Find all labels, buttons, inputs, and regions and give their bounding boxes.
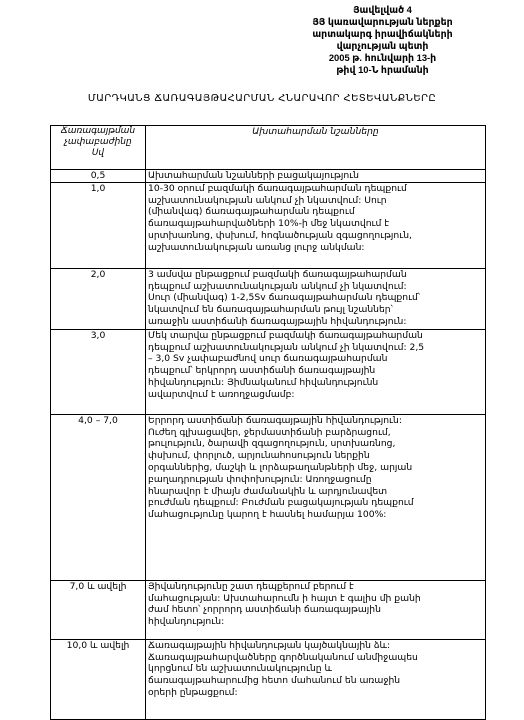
effects-line: փսխում, փորլուծ, արյունահոսություն ներքին: [148, 450, 370, 462]
effects-line: – 3,0 Sv չափաբաժնով սուր ճառագայթահարման: [148, 353, 388, 365]
effects-line: առաջին աստիճանի ճառագայթային հիվանդություն:: [148, 315, 407, 327]
effects-line: օրգաններից, մաշկի և լորձաթաղանթների մեջ, արյան: [148, 461, 413, 473]
effects-line: հիվանդություն: Յիմնականում հիվանդությունն: [148, 376, 379, 388]
effects-cell: [146, 182, 486, 268]
effects-line: մահացության: Ախտահարումն ի հայտ է գալիս մի քանի: [148, 592, 421, 604]
effects-line: օրերի ընթացքում:: [148, 686, 238, 698]
table-row: [51, 414, 486, 580]
effects-line: Յիվանդությունը շատ դեպքերում բերում է: [148, 580, 354, 592]
effects-line: Մեկ տարվա ընթացքում բազմակի ճառագայթահարման: [148, 329, 423, 341]
effects-line: դեպքում աշխատունակության անկում չի նկատվում: 2,5: [148, 341, 425, 353]
effects-cell: [146, 580, 486, 639]
effects-cell: [146, 329, 486, 414]
effects-column-header: Ախտահարման նշանները: [146, 126, 486, 170]
effects-line: Սուր (միանվագ) 1-2,5Sv ճառագայթահարման դեպքում՝: [148, 292, 421, 304]
effects-line: ճառագայթահարվածների 10%-ի մեջ նկատվում է: [148, 218, 389, 230]
dose-cell: 7,0 և ավելի: [51, 580, 146, 639]
dose-cell: 2,0: [51, 268, 146, 329]
effects-line: ճառագայթահարումից հետո մահանում են առաջին: [148, 675, 401, 687]
effects-line: (միանվագ) ճառագայթահարման դեպքում: [148, 206, 355, 218]
effects-line: թուլություն, ծարավի զգացողություն, սրտխառնոց,: [148, 438, 396, 450]
dose-header-line: չափաբաժինը: [64, 137, 132, 147]
table-row: [51, 268, 486, 329]
header-line: վարչության պետի: [336, 40, 429, 52]
dose-header-line: Սվ: [91, 148, 105, 158]
effects-line: դեպքում՝ երկրորդ աստիճանի ճառագայթային: [148, 365, 376, 377]
table-row: [51, 182, 486, 268]
table-row: [51, 639, 486, 719]
effects-line: 3 ամսվա ընթացքում բազմակի ճառագայթահարման: [148, 268, 407, 280]
effects-cell: [146, 639, 486, 719]
dose-cell: 10,0 և ավելի: [51, 639, 146, 719]
header-line: 2005 թ. հունվարի 13-ի: [328, 52, 437, 64]
effects-line: աշխատունակության առանց լուրջ անկման:: [148, 241, 365, 253]
table-row: [51, 329, 486, 414]
radiation-effects-table: [50, 125, 486, 720]
effects-line: Ճառագայթային հիվանդության կայծակնային ձև:: [148, 639, 391, 651]
table-row: [51, 170, 486, 183]
effects-line: Ուժեղ գլխացավեր, ջերմաստիճանի բարձրացում,: [148, 426, 391, 438]
effects-line: հնարավոր է միայն ժամանակին և արդյունավետ: [148, 485, 388, 497]
header-line: ՅՅ կառավարության ներքեր: [312, 16, 453, 28]
decree-header: [255, 4, 510, 77]
dose-header-line: Ճառագայթման: [60, 126, 136, 136]
effects-line: հիվանդություն:: [148, 616, 225, 628]
dose-cell: 4,0 – 7,0: [51, 414, 146, 580]
effects-line: աշխատունակության անկում չի նկատվում: Սուր: [148, 194, 387, 206]
effects-line: ավարտվում է առողջացմամբ:: [148, 388, 295, 400]
effects-line: բաղադրության փոփոխություն: Առողջացումը: [148, 473, 372, 485]
effects-line: նկատվում են ճառագայթահարման թույլ նշաններ՝: [148, 304, 393, 316]
effects-cell: [146, 170, 486, 183]
effects-line: Ախտահարման նշանների բացակայություն: [148, 170, 359, 181]
effects-line: ժամ հետո՝ չորրորդ աստիճանի ճառագայթային: [148, 604, 381, 616]
header-line: արտակարգ իրավիճակների: [312, 28, 453, 40]
effects-line: բուժման դեպքում: Բուժման բացակայության դեպքում: [148, 497, 414, 509]
effects-line: կորցնում են աշխատունակությունը և: [148, 663, 333, 675]
dose-cell: 1,0: [51, 182, 146, 268]
table-header-row: [51, 126, 486, 170]
effects-line: դեպքում աշխատունակության անկում չի նկատվում:: [148, 280, 407, 292]
table-row: [51, 580, 486, 639]
effects-line: 10-30 օրում բազմակի ճառագայթահարման դեպքում: [148, 182, 407, 194]
effects-line: Երրորդ աստիճանի ճառագայթային հիվանդություն:: [148, 414, 402, 426]
header-line: Յավելված 4: [353, 4, 412, 15]
effects-line: սրտխառնոց, փսխում, հոգնածության զգացողություն,: [148, 229, 412, 241]
effects-line: մահացությունը կարող է հասնել համարյա 100%:: [148, 509, 387, 521]
effects-cell: [146, 414, 486, 580]
effects-line: Ճառագայթահարվածները գործնականում անմիջապես: [148, 651, 418, 663]
dose-cell: 0,5: [51, 170, 146, 183]
header-line: թիվ 10-Ն հրամանի: [336, 64, 429, 76]
dose-cell: 3,0: [51, 329, 146, 414]
document-title: ՄԱՐԴԿԱՆՑ ՃԱՌԱԳԱՅԹԱՀԱՐՄԱՆ ՀՆԱՐԱՎՈՐ ՀԵՏԵՎԱՆՔՆԵՐԸ: [87, 93, 437, 104]
effects-cell: [146, 268, 486, 329]
dose-column-header: [51, 126, 146, 170]
